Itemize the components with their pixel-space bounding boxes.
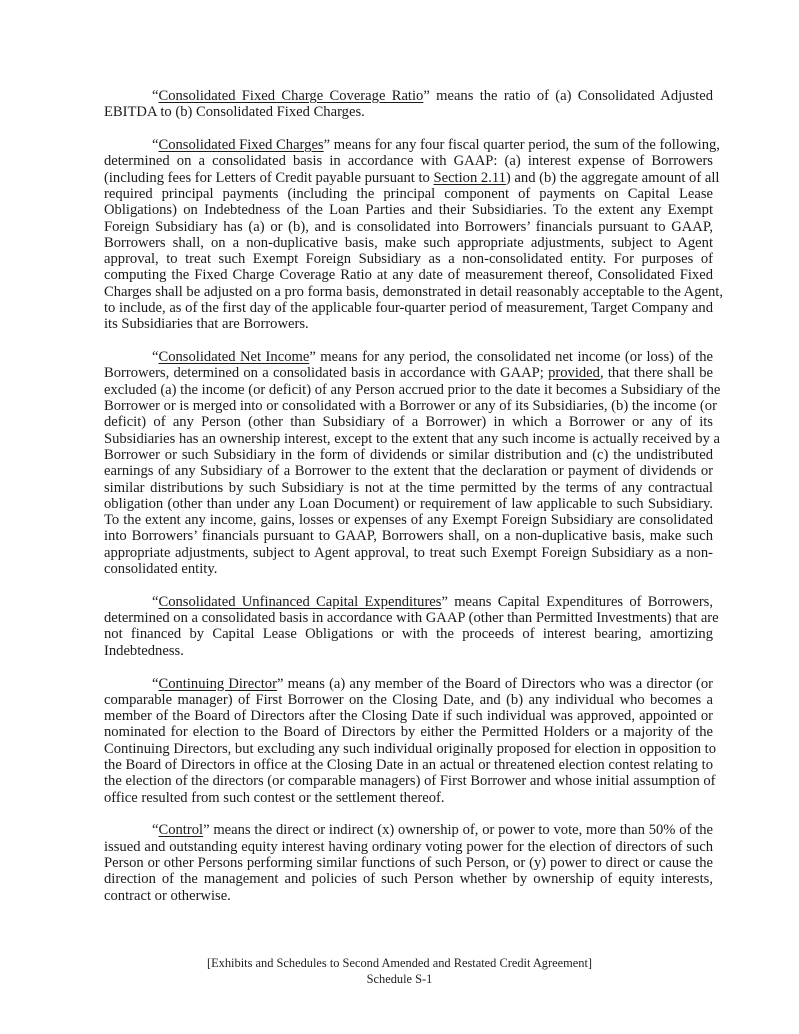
text-segment: its Subsidiaries that are Borrowers. [104,316,309,333]
page-footer [0,955,799,987]
text-segment: “ [152,349,159,366]
text-line [104,855,713,871]
text-segment: ” means the ratio of (a) Consolidated Adjusted [423,88,713,104]
definition-paragraph [104,137,723,333]
text-line [104,480,713,496]
document-page [104,88,723,920]
text-line [104,300,713,316]
text-segment: “ [152,593,159,610]
defined-term: provided [548,365,600,382]
definition-paragraph [104,822,713,903]
footer-schedule-number: Schedule S-1 [366,972,433,986]
text-segment: computing the Fixed Charge Coverage Ratio at any date of measurement thereof, Consolidated Fixed [104,267,713,284]
text-line [104,349,713,365]
text-line [104,610,719,627]
text-line [104,381,721,398]
text-segment: “ [152,822,159,839]
text-segment: Person or other Persons performing similar functions of such Person, or (y) power to direct or cause the [104,854,713,871]
text-segment: similar distributions by such Subsidiary is not at the time permitted by the terms of any contractual [104,479,713,496]
text-line [104,773,716,790]
text-line [104,251,713,267]
text-line [104,496,713,512]
definition-paragraph [104,675,717,806]
text-segment: “ [152,675,159,692]
text-segment: earnings of any Subsidiary of a Borrower to the extent that the declaration or payment of dividends or [104,463,713,480]
text-segment: Indebtedness. [104,642,184,659]
text-segment: issued and outstanding equity interest having ordinary voting power for the election of directors of such [104,838,713,855]
text-segment: determined on a consolidated basis in accordance with GAAP: (a) interest expense of Borrowers [104,153,713,170]
text-segment: “ [152,88,159,104]
text-line [104,104,713,120]
text-line [104,871,713,887]
text-line [104,137,720,154]
defined-term: Consolidated Net Income [158,349,310,366]
text-line [104,512,713,528]
text-line [104,757,713,773]
text-segment: comparable manager) of First Borrower on the Closing Date, and (b) any individual who becomes a [104,691,713,708]
text-segment: obligation (other than under any Loan Document) or requirement of law applicable to such Subsidiary. [104,495,713,512]
text-line [104,724,713,740]
text-segment: Continuing Directors, but excluding any such individual originally proposed for election in opposition to [104,740,717,757]
text-line [104,283,723,300]
text-line [104,626,713,642]
defined-term: Consolidated Fixed Charge Coverage Ratio [158,88,424,104]
defined-term: Control [158,822,204,839]
text-line [104,169,720,186]
text-segment: ) and (b) the aggregate amount of all [505,169,720,186]
text-segment: deficit) of any Person (other than Subsidiary of a Borrower) in which a Borrower or any of its [104,414,713,431]
text-segment: into Borrowers’ financials pursuant to GAAP, Borrowers shall, on a non-duplicative basis, make such [104,528,713,545]
text-line [104,708,713,724]
text-line [104,235,713,251]
text-line [104,153,713,169]
text-line [104,839,713,855]
defined-term: Continuing Director [158,675,277,692]
text-line [104,561,713,577]
text-segment: office resulted from such contest or the settlement thereof. [104,789,445,806]
text-line [104,398,717,415]
text-line [104,692,713,708]
definition-paragraph [104,349,721,578]
defined-term: Consolidated Unfinanced Capital Expenditures [158,593,442,610]
text-segment: contract or otherwise. [104,887,231,904]
text-segment: excluded (a) the income (or deficit) of any Person accrued prior to the date it becomes a Subsidiary of the [104,381,721,398]
text-segment: to include, as of the first day of the applicable four-quarter period of measurement, Target Company and [104,300,713,317]
text-segment: ” means the direct or indirect (x) ownership of, or power to vote, more than 50% of the [203,822,713,839]
text-line [104,316,713,332]
text-line [104,430,720,447]
definition-paragraph [104,88,713,121]
text-segment: Borrowers shall, on a non-duplicative basis, make such appropriate adjustments, subject to Agent [104,234,713,251]
text-line [104,202,713,218]
text-segment: Obligations) on Indebtedness of the Loan Parties and their Subsidiaries. To the extent any Exempt [104,202,713,219]
text-line [104,545,713,561]
definition-paragraph [104,593,719,659]
text-line [104,822,713,838]
text-segment: Borrower or such Subsidiary in the form of dividends or similar distribution and (c) the undistributed [104,446,713,463]
text-line [104,447,713,463]
text-segment: Borrower or is merged into or consolidated with a Borrower or any of its Subsidiaries, (b) the income (or [104,398,717,415]
text-line [104,888,713,904]
text-line [104,219,713,235]
text-segment: Subsidiaries has an ownership interest, except to the extent that any such income is actually received by a [104,430,720,447]
text-segment: , that there shall be [599,365,713,382]
text-segment: ” means (a) any member of the Board of Directors who was a director (or [276,675,714,692]
text-segment: appropriate adjustments, subject to Agent approval, to treat such Exempt Foreign Subsidiary as a non- [104,544,713,561]
text-segment: approval, to treat such Exempt Foreign Subsidiary as a non-consolidated entity. For purposes of [104,251,713,268]
text-segment: consolidated entity. [104,561,218,578]
text-line [104,643,713,659]
text-segment: “ [152,137,159,154]
text-segment: required principal payments (including the principal component of payments on Capital Lease [104,185,713,202]
defined-term: Section 2.11 [433,169,506,186]
text-line [104,528,713,544]
text-line [104,88,713,104]
text-segment: not financed by Capital Lease Obligations or with the proceeds of interest bearing, amortizing [104,626,713,643]
text-line [104,414,713,430]
text-segment: direction of the management and policies of such Person whether by ownership of equity interests, [104,871,713,888]
text-segment: ” means for any period, the consolidated net income (or loss) of the [309,349,713,366]
text-segment: ” means Capital Expenditures of Borrowers, [441,593,714,610]
footer-agreement-title: [Exhibits and Schedules to Second Amended and Restated Credit Agreement] [206,956,593,970]
text-line [104,267,713,283]
text-segment: Charges shall be adjusted on a pro forma basis, demonstrated in detail reasonably acceptable to the Agent, [104,283,723,300]
text-segment: the Board of Directors in office at the Closing Date in an actual or threatened election contest relating to [104,756,713,773]
text-segment: the election of the directors (or comparable managers) of First Borrower and whose initial assumption of [104,773,716,790]
text-segment: (including fees for Letters of Credit payable pursuant to [104,169,434,186]
text-segment: Foreign Subsidiary has (a) or (b), and is consolidated into Borrowers’ financials pursuant to GAAP, [104,218,713,235]
text-line [104,676,713,692]
text-line [104,365,713,381]
text-line [104,740,717,757]
text-segment: To the extent any income, gains, losses or expenses of any Exempt Foreign Subsidiary are consolidated [104,512,713,529]
text-line [104,594,713,610]
text-segment: Borrowers, determined on a consolidated basis in accordance with GAAP; [104,365,549,382]
defined-term: Consolidated Fixed Charges [158,137,324,154]
text-line [104,186,713,202]
text-segment: nominated for election to the Board of Directors by either the Permitted Holders or a majority of the [104,724,713,741]
text-segment: ” means for any four fiscal quarter period, the sum of the following, [323,137,720,154]
text-segment: EBITDA to (b) Consolidated Fixed Charges. [104,104,365,121]
text-line [104,463,713,479]
text-line [104,790,713,806]
text-segment: determined on a consolidated basis in accordance with GAAP (other than Permitted Investments) that are [104,610,719,627]
text-segment: member of the Board of Directors after the Closing Date if such individual was approved, appointed or [104,708,713,725]
